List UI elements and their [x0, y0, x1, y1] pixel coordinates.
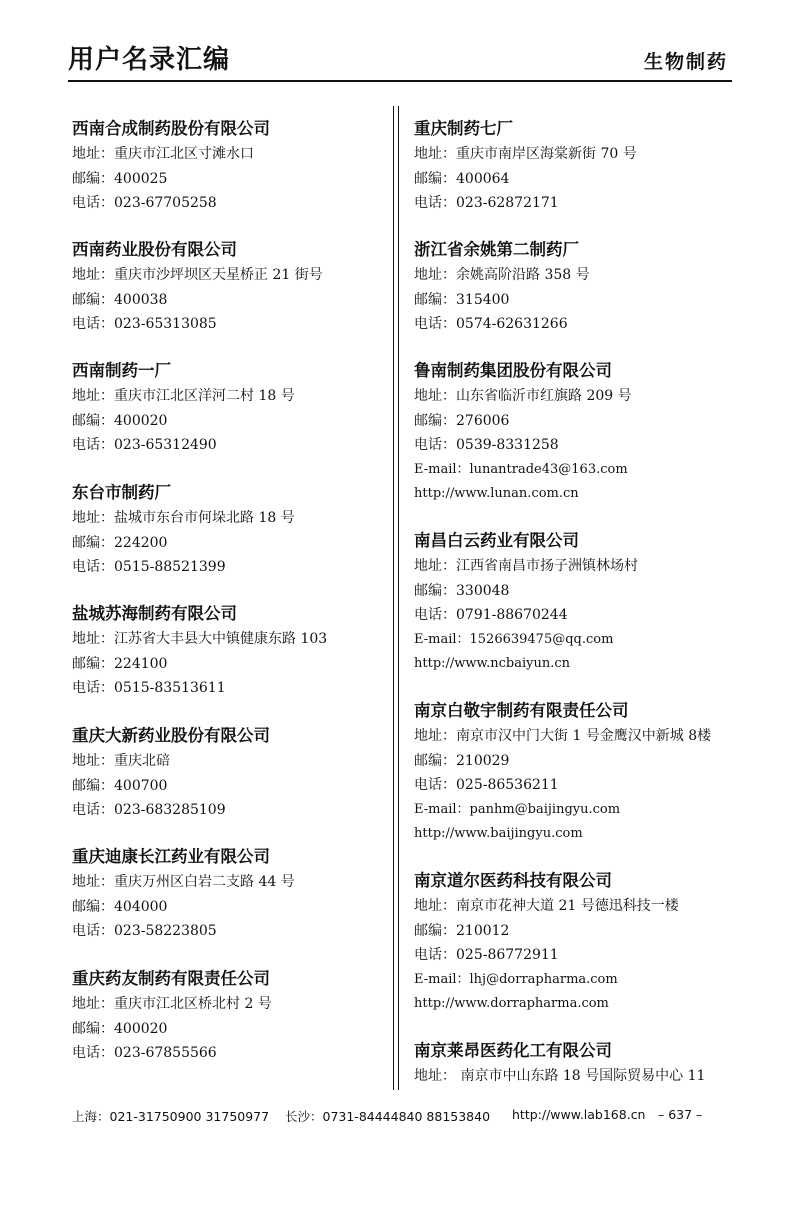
company-postcode: 邮编：400025: [72, 170, 168, 187]
company-name: 西南合成制药股份有限公司: [72, 119, 270, 138]
company-name: 鲁南制药集团股份有限公司: [414, 361, 612, 380]
company-entry: [414, 698, 744, 847]
company-entry: [72, 480, 382, 580]
company-website: http://www.baijingyu.com: [414, 826, 583, 841]
company-address: 地址：重庆市江北区桥北村 2 号: [72, 996, 272, 1012]
column-divider: [393, 106, 394, 1090]
company-name: 重庆大新药业股份有限公司: [72, 726, 270, 745]
company-phone: 电话：025-86536211: [414, 777, 559, 793]
company-postcode: 邮编：400020: [72, 412, 168, 429]
company-website: http://www.ncbaiyun.cn: [414, 656, 571, 671]
company-address: 地址：山东省临沂市红旗路 209 号: [414, 388, 632, 404]
company-address: 地址：重庆市南岸区海棠新街 70 号: [414, 146, 637, 162]
company-entry: [72, 601, 382, 701]
company-name: 西南制药一厂: [72, 361, 171, 380]
company-postcode: 邮编：330048: [414, 582, 510, 599]
company-website: http://www.lunan.com.cn: [414, 486, 579, 501]
company-phone: 电话：0515-83513611: [72, 680, 226, 696]
company-address: 地址：江苏省大丰县大中镇健康东路 103: [72, 631, 328, 647]
company-entry: [414, 868, 744, 1017]
company-entry: [72, 966, 382, 1066]
footer-shanghai-phone: 上海：021-31750900 31750977: [72, 1109, 270, 1124]
company-address: 地址：重庆市沙坪坝区天星桥正 21 街号: [72, 267, 323, 283]
page-header-title: 用户名录汇编: [68, 45, 231, 75]
company-name: 重庆迪康长江药业有限公司: [72, 847, 270, 866]
company-address: 地址：重庆市江北区洋河二村 18 号: [72, 388, 295, 404]
company-name: 南昌白云药业有限公司: [414, 531, 579, 550]
company-phone: 电话：023-683285109: [72, 802, 226, 818]
company-address: 地址：南京市花神大道 21 号德迅科技一楼: [414, 898, 679, 914]
company-postcode: 邮编：210029: [414, 752, 510, 769]
company-entry: [72, 844, 382, 944]
company-address: 地址：余姚高阶沿路 358 号: [414, 267, 590, 283]
company-phone: 电话：023-58223805: [72, 923, 217, 939]
company-postcode: 邮编：276006: [414, 412, 510, 429]
company-postcode: 邮编：400700: [72, 777, 168, 794]
company-phone: 电话：023-62872171: [414, 195, 559, 211]
company-entry: [414, 528, 744, 677]
company-name: 重庆制药七厂: [414, 119, 513, 138]
company-postcode: 邮编：400064: [414, 170, 510, 187]
header-rule: [68, 80, 732, 82]
company-entry: [414, 237, 744, 337]
company-entry: [414, 1038, 744, 1089]
company-entry: [414, 358, 744, 507]
company-address: 地址：盐城市东台市何垛北路 18 号: [72, 510, 295, 526]
company-name: 盐城苏海制药有限公司: [72, 604, 237, 623]
company-phone: 电话：0539-8331258: [414, 437, 559, 453]
company-email: E-mail：1526639475@qq.com: [414, 631, 614, 647]
footer-changsha-phone: 长沙：0731-84444840 88153840: [285, 1109, 491, 1124]
company-name: 浙江省余姚第二制药厂: [414, 240, 579, 259]
section-title: 生物制药: [643, 51, 728, 73]
company-phone: 电话：023-65312490: [72, 437, 217, 453]
company-phone: 电话：0574-62631266: [414, 316, 568, 332]
company-phone: 电话：023-65313085: [72, 316, 217, 332]
company-website: http://www.dorrapharma.com: [414, 996, 609, 1011]
company-address: 地址：南京市汉中门大街 1 号金鹰汉中新城 8楼: [414, 728, 712, 744]
company-address: 地址：重庆北碚: [72, 753, 170, 769]
company-name: 东台市制药厂: [72, 483, 171, 502]
company-postcode: 邮编：400020: [72, 1020, 168, 1037]
page-number: – 637 –: [658, 1107, 703, 1122]
company-email: E-mail：lunantrade43@163.com: [414, 461, 628, 477]
company-address: 地址：重庆万州区白岩二支路 44 号: [72, 874, 295, 890]
company-email: E-mail：lhj@dorrapharma.com: [414, 971, 618, 987]
company-postcode: 邮编：400038: [72, 291, 168, 308]
company-phone: 电话：0791-88670244: [414, 607, 568, 623]
company-entry: [72, 723, 382, 823]
column-divider: [398, 106, 399, 1090]
company-name: 南京道尔医药科技有限公司: [414, 871, 612, 890]
company-postcode: 邮编：404000: [72, 898, 168, 915]
company-phone: 电话：023-67705258: [72, 195, 217, 211]
footer-website: http://www.lab168.cn: [512, 1107, 646, 1122]
company-address: 地址： 南京市中山东路 18 号国际贸易中心 11: [414, 1068, 706, 1084]
company-phone: 电话：0515-88521399: [72, 559, 226, 575]
company-address: 地址：重庆市江北区寸滩水口: [72, 146, 254, 162]
company-phone: 电话：025-86772911: [414, 947, 559, 963]
company-entry: [414, 116, 744, 216]
company-name: 重庆药友制药有限责任公司: [72, 969, 270, 988]
company-phone: 电话：023-67855566: [72, 1045, 217, 1061]
company-name: 南京白敬宇制药有限责任公司: [414, 701, 629, 720]
company-address: 地址：江西省南昌市扬子洲镇林场村: [414, 558, 638, 574]
company-name: 西南药业股份有限公司: [72, 240, 237, 259]
company-entry: [72, 116, 382, 216]
company-postcode: 邮编：210012: [414, 922, 510, 939]
company-name: 南京莱昂医药化工有限公司: [414, 1041, 612, 1060]
company-entry: [72, 358, 382, 458]
company-postcode: 邮编：224200: [72, 534, 168, 551]
company-postcode: 邮编：224100: [72, 655, 168, 672]
company-email: E-mail：panhm@baijingyu.com: [414, 801, 621, 817]
company-entry: [72, 237, 382, 337]
company-postcode: 邮编：315400: [414, 291, 510, 308]
